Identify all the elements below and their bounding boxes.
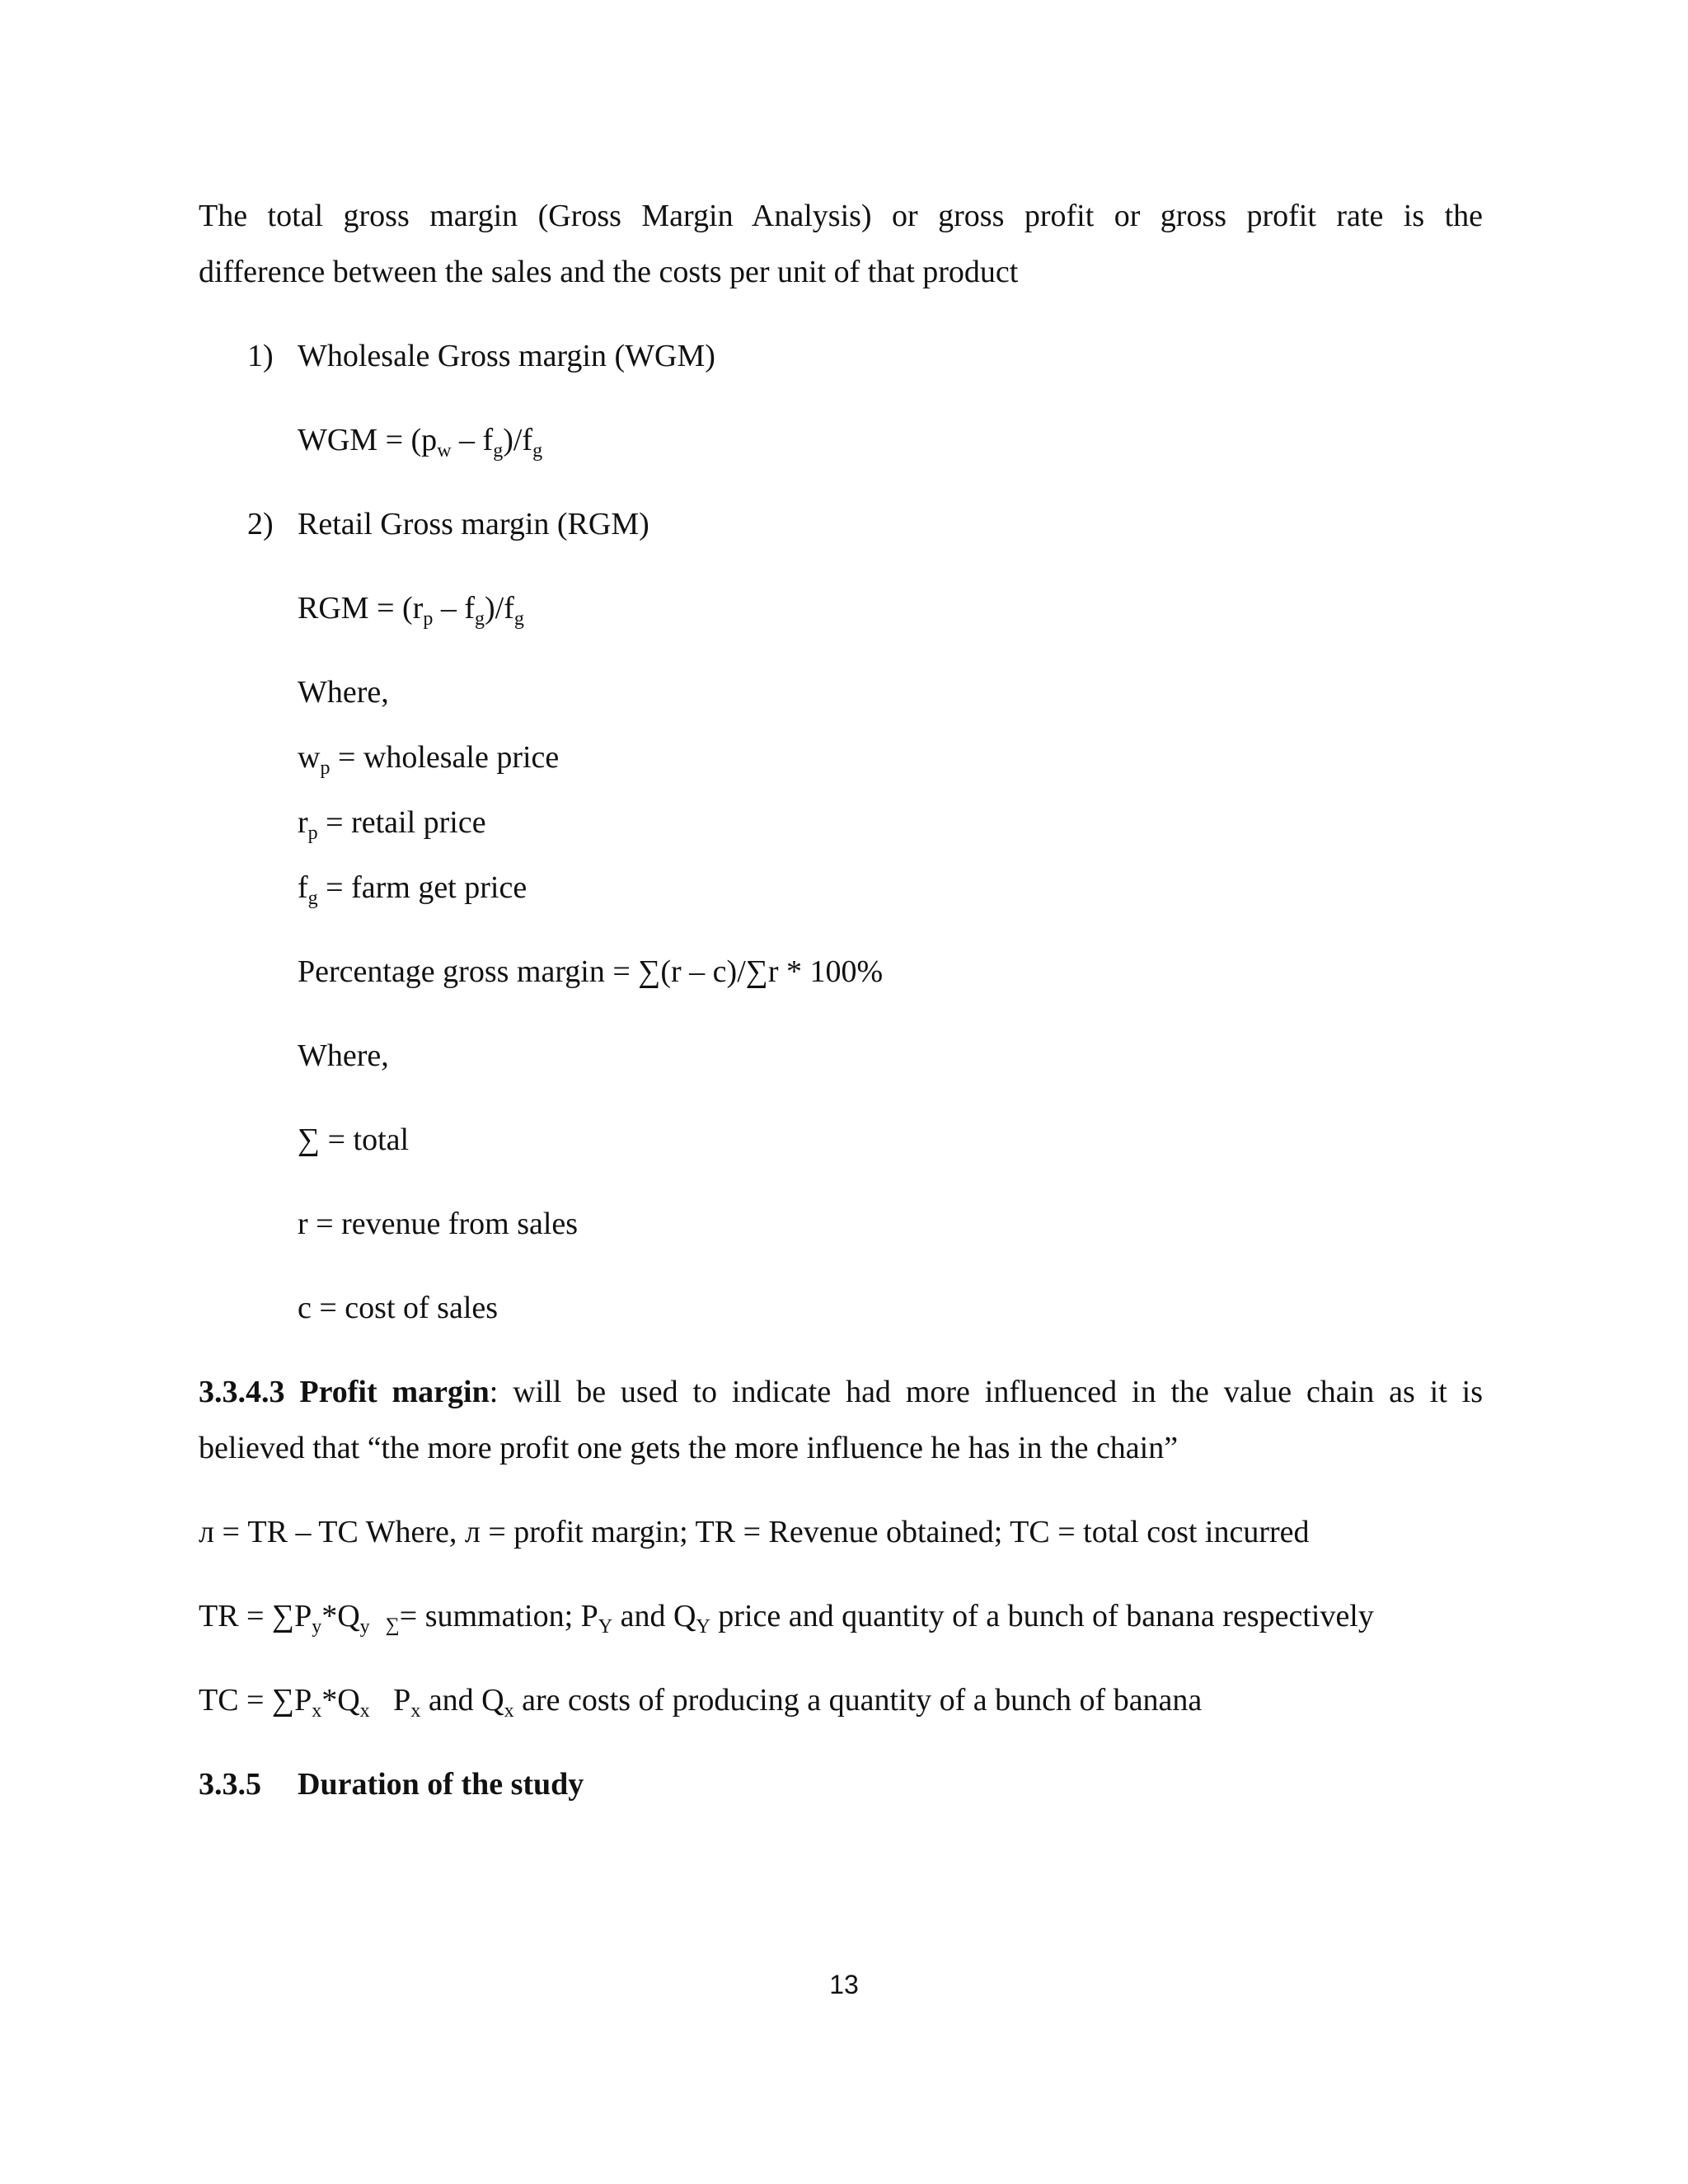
- list-label: Retail Gross margin (RGM): [298, 507, 649, 541]
- definition-total: ∑ = total: [298, 1122, 410, 1157]
- definition-farm-get-price: $f_g$ = farm get price: [298, 870, 528, 909]
- profit-equation: л = TR – TC Where, л = profit margin; TR = Revenue obtained; TC = total cost incurred: [199, 1515, 1310, 1549]
- definition-wholesale-price: $w_p$ = wholesale price: [298, 740, 560, 779]
- section-number: 3.3.5: [199, 1767, 261, 1802]
- list-number: 2): [247, 507, 274, 541]
- definition-revenue: r = revenue from sales: [298, 1207, 579, 1241]
- total-revenue-equation: TR = $\sum P_y*Q_y$ ∑= summation; $P_Y$ and $Q_Y$ price and quantity of a bunch of banana respectively: [199, 1599, 1374, 1638]
- definition-cost: c = cost of sales: [298, 1291, 499, 1325]
- intro-line-1: The total gross margin (Gross Margin Analysis) or gross profit or gross profit rate is the: [199, 199, 1483, 233]
- list-number: 1): [247, 339, 274, 373]
- list-item-rgm: [247, 504, 649, 545]
- profit-margin-line-2: believed that “the more profit one gets the more influence he has in the chain”: [199, 1431, 1179, 1465]
- profit-margin-line-1: 3.3.4.3 Profit margin: will be used to indicate had more influenced in the value chain as it is: [199, 1375, 1483, 1409]
- percentage-gross-margin-formula: Percentage gross margin = ∑(r – c)/∑r * 100%: [298, 954, 884, 989]
- section-title: Duration of the study: [298, 1767, 584, 1802]
- where-heading-1: Where,: [298, 675, 389, 710]
- formula-wgm: WGM = $(p_w - f_g)/f_g$: [298, 423, 543, 462]
- intro-line-2: difference between the sales and the costs per unit of that product: [199, 255, 1019, 289]
- definition-retail-price: $r_p$ = retail price: [298, 805, 486, 844]
- section-heading-duration: [199, 1764, 584, 1805]
- section-title: Profit margin: [299, 1375, 490, 1409]
- section-number: 3.3.4.3: [199, 1375, 285, 1409]
- where-heading-2: Where,: [298, 1038, 389, 1073]
- page-number: 13: [829, 1970, 859, 1999]
- total-cost-equation: TC = $\sum P_x*Q_x$ $P_x$ and $Q_x$ are costs of producing a quantity of a bunch of banana: [199, 1683, 1203, 1722]
- list-label: Wholesale Gross margin (WGM): [298, 339, 715, 373]
- list-item-wgm: [247, 335, 715, 377]
- formula-rgm: RGM = $(r_p - f_g)/f_g$: [298, 591, 524, 630]
